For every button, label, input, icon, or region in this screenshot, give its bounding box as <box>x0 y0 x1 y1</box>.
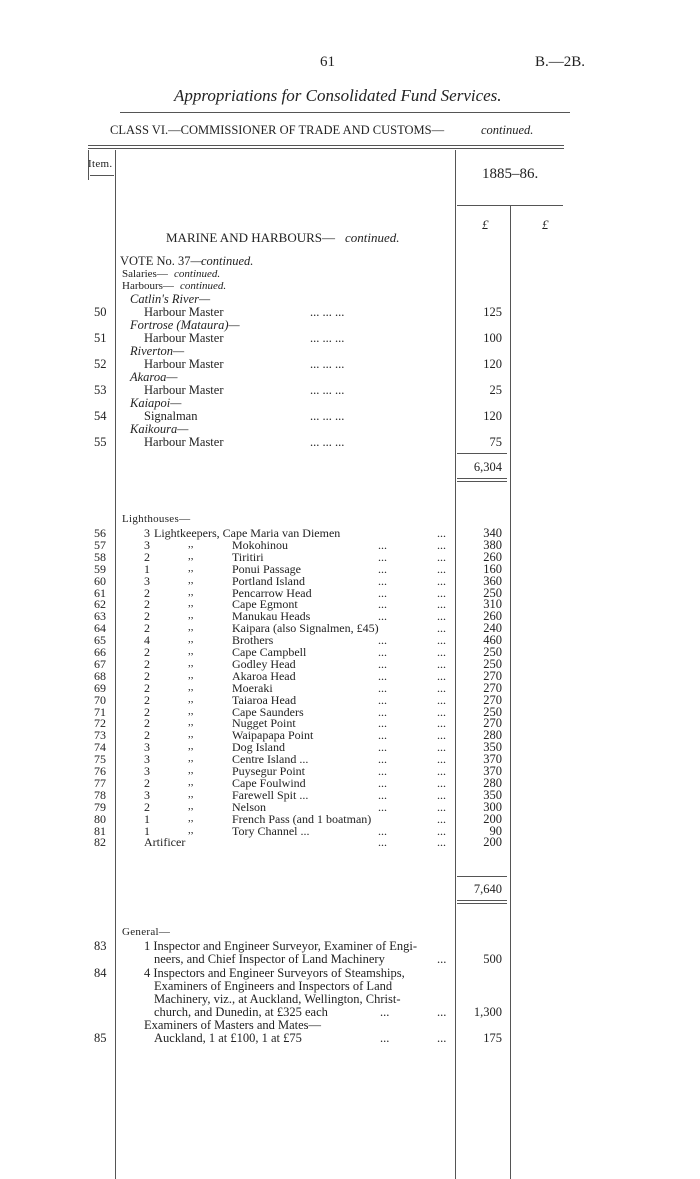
item-number: 52 <box>94 357 107 371</box>
lighthouse-amount: 350 <box>483 740 502 754</box>
item-number: 65 <box>94 633 106 647</box>
lighthouse-amount: 350 <box>483 788 502 802</box>
leader-dots: ... ... ... <box>310 409 345 423</box>
class-line: CLASS VI.—COMMISSIONER OF TRADE AND CUSTOMS— <box>110 123 445 137</box>
ditto-mark: ,, <box>188 716 194 728</box>
item-number: 80 <box>94 812 106 826</box>
salaries-heading-continued: continued. <box>174 268 221 280</box>
item-number: 60 <box>94 574 106 588</box>
leader-dots: ... <box>437 597 446 611</box>
lighthouse-name: Centre Island ... <box>232 752 309 766</box>
lighthouse-name: Manukau Heads <box>232 609 311 623</box>
harbour-role: Harbour Master <box>144 435 224 449</box>
leader-dots: ... <box>437 526 446 540</box>
lighthouse-name: Puysegur Point <box>232 764 306 778</box>
keeper-count: 2 <box>144 776 150 790</box>
keeper-count: 2 <box>144 657 150 671</box>
item-number: 64 <box>94 621 106 635</box>
item-column-header: Item. <box>88 158 113 170</box>
harbours-subtotal: 6,304 <box>473 460 502 474</box>
keeper-count: 2 <box>144 693 150 707</box>
leader-dots: ... <box>437 657 446 671</box>
leader-dots: ... <box>437 800 446 814</box>
keeper-count: 2 <box>144 705 150 719</box>
keeper-count: 2 <box>144 621 150 635</box>
lighthouse-amount: 370 <box>483 752 502 766</box>
leader-dots: ... <box>378 835 387 849</box>
harbour-place: Akaroa— <box>130 370 178 384</box>
keeper-count: 4 <box>144 633 150 647</box>
lighthouse-name: Ponui Passage <box>232 562 301 576</box>
general-line: Examiners of Engineers and Inspectors of Land <box>154 979 393 993</box>
leader-dots: ... <box>378 538 387 552</box>
item-number: 53 <box>94 383 107 397</box>
leader-dots: ... <box>378 681 387 695</box>
general-amount: 1,300 <box>473 1005 502 1019</box>
lighthouses-subtotal-rule-2 <box>457 903 507 904</box>
general-line: 4 Inspectors and Engineer Surveyors of Steamships, <box>144 966 405 980</box>
lighthouses-subtotal-rule-top <box>457 876 507 877</box>
item-number: 56 <box>94 526 106 540</box>
item-number: 70 <box>94 693 106 707</box>
keeper-count: 2 <box>144 645 150 659</box>
lighthouse-name: Lightkeepers, Cape Maria van Diemen <box>154 526 341 540</box>
lighthouse-amount: 370 <box>483 764 502 778</box>
keeper-count: 3 <box>144 752 150 766</box>
lighthouse-name: Dog Island <box>232 740 285 754</box>
leader-dots: ... <box>437 681 446 695</box>
lighthouses-subtotal: 7,640 <box>473 882 502 896</box>
ditto-mark: ,, <box>188 597 194 609</box>
ditto-mark: ,, <box>188 562 194 574</box>
lighthouse-name: Artificer <box>144 835 186 849</box>
section-title: MARINE AND HARBOURS— <box>166 230 336 245</box>
lighthouse-amount: 280 <box>483 728 502 742</box>
ditto-mark: ,, <box>188 538 194 550</box>
harbour-place: Kaikoura— <box>130 422 189 436</box>
leader-dots: ... <box>378 824 387 838</box>
lighthouse-name: French Pass (and 1 boatman) <box>232 812 372 826</box>
general-amount: 500 <box>483 952 502 966</box>
keeper-count: 2 <box>144 716 150 730</box>
item-number: 55 <box>94 435 107 449</box>
salaries-heading: Salaries— <box>122 268 168 280</box>
item-number: 75 <box>94 752 106 766</box>
general-line: church, and Dunedin, at £325 each <box>154 1005 328 1019</box>
lighthouse-amount: 340 <box>483 526 502 540</box>
ditto-mark: ,, <box>188 752 194 764</box>
leader-dots: ... <box>378 752 387 766</box>
leader-dots: ... ... ... <box>310 331 345 345</box>
lighthouses-subtotal-rule <box>457 900 507 901</box>
keeper-count: 2 <box>144 586 150 600</box>
ditto-mark: ,, <box>188 574 194 586</box>
lighthouse-amount: 260 <box>483 550 502 564</box>
leader-dots: ... <box>437 740 446 754</box>
ditto-mark: ,, <box>188 550 194 562</box>
keeper-count: 2 <box>144 669 150 683</box>
keeper-count: 1 <box>144 562 150 576</box>
appropriations-title: Appropriations for Consolidated Fund Services. <box>174 86 502 105</box>
lighthouse-amount: 270 <box>483 681 502 695</box>
item-number: 73 <box>94 728 106 742</box>
leader-dots: ... <box>437 538 446 552</box>
general-line: Machinery, viz., at Auckland, Wellington, Christ- <box>154 992 401 1006</box>
lighthouse-amount: 380 <box>483 538 502 552</box>
lighthouse-name: Taiaroa Head <box>232 693 297 707</box>
ditto-mark: ,, <box>188 645 194 657</box>
lighthouse-name: Brothers <box>232 633 274 647</box>
leader-dots: ... <box>378 657 387 671</box>
lighthouse-amount: 360 <box>483 574 502 588</box>
leader-dots: ... <box>437 716 446 730</box>
item-number: 66 <box>94 645 106 659</box>
item-number: 59 <box>94 562 106 576</box>
keeper-count: 3 <box>144 538 150 552</box>
keeper-count: 3 <box>144 788 150 802</box>
item-number: 84 <box>94 966 107 980</box>
harbour-role: Harbour Master <box>144 331 224 345</box>
ditto-mark: ,, <box>188 812 194 824</box>
leader-dots: ... <box>437 812 446 826</box>
ditto-mark: ,, <box>188 633 194 645</box>
item-number: 81 <box>94 824 106 838</box>
harbours-subtotal-rule <box>457 478 507 479</box>
item-number: 54 <box>94 409 107 423</box>
lighthouse-name: Cape Campbell <box>232 645 307 659</box>
keeper-count: 2 <box>144 550 150 564</box>
harbour-role: Harbour Master <box>144 305 224 319</box>
leader-dots: ... ... ... <box>310 435 345 449</box>
ditto-mark: ,, <box>188 693 194 705</box>
item-number: 83 <box>94 939 107 953</box>
lighthouse-name: Nugget Point <box>232 716 296 730</box>
lighthouse-name: Tiritiri <box>232 550 264 564</box>
item-number: 77 <box>94 776 106 790</box>
lighthouse-amount: 250 <box>483 705 502 719</box>
keeper-count: 2 <box>144 681 150 695</box>
general-line: neers, and Chief Inspector of Land Machinery <box>154 952 385 966</box>
lighthouse-amount: 200 <box>483 835 502 849</box>
ditto-mark: ,, <box>188 621 194 633</box>
item-number: 85 <box>94 1031 107 1045</box>
lighthouse-amount: 270 <box>483 669 502 683</box>
leader-dots: ... <box>378 633 387 647</box>
harbour-role: Harbour Master <box>144 357 224 371</box>
lighthouse-name: Kaipara (also Signalmen, £45) <box>232 621 379 635</box>
leader-dots: ... <box>437 669 446 683</box>
harbours-heading-continued: continued. <box>180 280 227 292</box>
ditto-mark: ,, <box>188 586 194 598</box>
leader-dots: ... ... ... <box>310 305 345 319</box>
lighthouse-name: Nelson <box>232 800 266 814</box>
item-number: 62 <box>94 597 106 611</box>
table-top-rule-2 <box>88 148 564 149</box>
leader-dots: ... <box>437 693 446 707</box>
item-number: 67 <box>94 657 106 671</box>
harbour-place: Fortrose (Mataura)— <box>130 318 240 332</box>
leader-dots: ... <box>378 693 387 707</box>
general-heading: General— <box>122 926 171 938</box>
lighthouse-name: Godley Head <box>232 657 296 671</box>
leader-dots: ... <box>437 1005 447 1019</box>
item-number: 78 <box>94 788 106 802</box>
lighthouse-amount: 280 <box>483 776 502 790</box>
item-number: 57 <box>94 538 106 552</box>
harbour-amount: 100 <box>483 331 502 345</box>
lighthouse-name: Mokohinou <box>232 538 289 552</box>
currency-symbol-2: £ <box>542 217 549 232</box>
currency-rule <box>457 205 563 206</box>
keeper-count: 1 <box>144 812 150 826</box>
lighthouse-amount: 250 <box>483 657 502 671</box>
page-number: 61 <box>320 54 335 70</box>
lighthouse-name: Moeraki <box>232 681 273 695</box>
lighthouse-amount: 240 <box>483 621 502 635</box>
leader-dots: ... <box>437 562 446 576</box>
document-reference: B.—2B. <box>534 54 585 70</box>
leader-dots: ... <box>378 800 387 814</box>
lighthouse-name: Pencarrow Head <box>232 586 312 600</box>
leader-dots: ... <box>380 1005 390 1019</box>
leader-dots: ... <box>437 752 446 766</box>
harbour-place: Catlin's River— <box>130 292 211 306</box>
leader-dots: ... <box>378 764 387 778</box>
general-line: Examiners of Masters and Mates— <box>144 1018 322 1032</box>
vote-heading-continued: continued. <box>201 254 254 268</box>
leader-dots: ... <box>437 776 446 790</box>
harbours-heading: Harbours— <box>122 280 174 292</box>
item-number: 82 <box>94 835 106 849</box>
leader-dots: ... <box>380 1031 390 1045</box>
lighthouse-amount: 160 <box>483 562 502 576</box>
leader-dots: ... <box>437 633 446 647</box>
item-number: 72 <box>94 716 106 730</box>
ditto-mark: ,, <box>188 776 194 788</box>
leader-dots: ... <box>378 586 387 600</box>
money-column-rule-mid <box>510 205 511 1179</box>
leader-dots: ... <box>378 776 387 790</box>
lighthouse-name: Cape Egmont <box>232 597 298 611</box>
leader-dots: ... <box>437 586 446 600</box>
lighthouse-amount: 270 <box>483 716 502 730</box>
lighthouse-amount: 260 <box>483 609 502 623</box>
leader-dots: ... <box>437 952 447 966</box>
money-column-rule-left <box>455 150 456 1179</box>
harbour-amount: 120 <box>483 409 502 423</box>
lighthouse-amount: 90 <box>489 824 502 838</box>
keeper-count: 1 <box>144 824 150 838</box>
item-number: 68 <box>94 669 106 683</box>
item-number: 61 <box>94 586 106 600</box>
leader-dots: ... <box>437 835 446 849</box>
lighthouse-name: Waipapapa Point <box>232 728 314 742</box>
harbour-place: Riverton— <box>130 344 185 358</box>
leader-dots: ... <box>437 824 446 838</box>
harbour-role: Harbour Master <box>144 383 224 397</box>
harbours-subtotal-rule-top <box>457 453 507 454</box>
item-number: 58 <box>94 550 106 564</box>
item-column-rule <box>115 150 116 1179</box>
ditto-mark: ,, <box>188 824 194 836</box>
leader-dots: ... <box>437 788 446 802</box>
keeper-count: 2 <box>144 800 150 814</box>
leader-dots: ... <box>378 609 387 623</box>
leader-dots: ... <box>437 621 446 635</box>
lighthouse-name: Farewell Spit ... <box>232 788 309 802</box>
leader-dots: ... <box>378 728 387 742</box>
ditto-mark: ,, <box>188 740 194 752</box>
title-rule <box>120 112 570 113</box>
lighthouse-amount: 300 <box>483 800 502 814</box>
leader-dots: ... <box>437 645 446 659</box>
item-number: 50 <box>94 305 107 319</box>
keeper-count: 2 <box>144 609 150 623</box>
general-amount: 175 <box>483 1031 502 1045</box>
table-top-rule <box>88 145 564 146</box>
item-number: 51 <box>94 331 107 345</box>
year-header: 1885–86. <box>482 166 539 182</box>
lighthouse-amount: 460 <box>483 633 502 647</box>
leader-dots: ... ... ... <box>310 383 345 397</box>
vote-heading: VOTE No. 37— <box>120 254 203 268</box>
leader-dots: ... <box>378 705 387 719</box>
keeper-count: 3 <box>144 574 150 588</box>
item-number: 76 <box>94 764 106 778</box>
leader-dots: ... <box>437 728 446 742</box>
ditto-mark: ,, <box>188 681 194 693</box>
lighthouse-amount: 250 <box>483 645 502 659</box>
lighthouse-name: Cape Foulwind <box>232 776 306 790</box>
harbour-amount: 125 <box>483 305 502 319</box>
lighthouses-heading: Lighthouses— <box>122 513 191 525</box>
ditto-mark: ,, <box>188 669 194 681</box>
item-number: 69 <box>94 681 106 695</box>
lighthouse-name: Tory Channel ... <box>232 824 310 838</box>
leader-dots: ... <box>378 597 387 611</box>
item-number: 74 <box>94 740 106 754</box>
leader-dots: ... <box>378 788 387 802</box>
ditto-mark: ,, <box>188 800 194 812</box>
leader-dots: ... <box>437 764 446 778</box>
harbours-subtotal-rule-2 <box>457 481 507 482</box>
section-title-continued: continued. <box>345 230 400 245</box>
leader-dots: ... <box>437 1031 447 1045</box>
ditto-mark: ,, <box>188 657 194 669</box>
harbour-amount: 75 <box>489 435 502 449</box>
item-number: 63 <box>94 609 106 623</box>
item-header-underline <box>90 175 114 176</box>
general-line: Auckland, 1 at £100, 1 at £75 <box>154 1031 302 1045</box>
leader-dots: ... <box>378 550 387 564</box>
leader-dots: ... <box>437 705 446 719</box>
ditto-mark: ,, <box>188 728 194 740</box>
ditto-mark: ,, <box>188 788 194 800</box>
keeper-count: 3 <box>144 764 150 778</box>
ditto-mark: ,, <box>188 705 194 717</box>
lighthouse-amount: 250 <box>483 586 502 600</box>
currency-symbol-1: £ <box>482 217 489 232</box>
ditto-mark: ,, <box>188 609 194 621</box>
harbour-role: Signalman <box>144 409 198 423</box>
keeper-count: 2 <box>144 597 150 611</box>
lighthouse-amount: 200 <box>483 812 502 826</box>
lighthouse-name: Akaroa Head <box>232 669 296 683</box>
leader-dots: ... <box>437 550 446 564</box>
keeper-count: 2 <box>144 728 150 742</box>
harbour-amount: 25 <box>489 383 502 397</box>
harbour-amount: 120 <box>483 357 502 371</box>
lighthouse-amount: 310 <box>483 597 502 611</box>
leader-dots: ... ... ... <box>310 357 345 371</box>
leader-dots: ... <box>378 716 387 730</box>
lighthouse-amount: 270 <box>483 693 502 707</box>
leader-dots: ... <box>437 609 446 623</box>
lighthouse-name: Portland Island <box>232 574 305 588</box>
item-number: 71 <box>94 705 106 719</box>
keeper-count: 3 <box>144 526 150 540</box>
general-line: 1 Inspector and Engineer Surveyor, Examiner of Engi- <box>144 939 418 953</box>
class-line-continued: continued. <box>481 123 534 137</box>
leader-dots: ... <box>378 645 387 659</box>
leader-dots: ... <box>378 669 387 683</box>
leader-dots: ... <box>378 574 387 588</box>
leader-dots: ... <box>378 562 387 576</box>
harbour-place: Kaiapoi— <box>130 396 182 410</box>
ditto-mark: ,, <box>188 764 194 776</box>
keeper-count: 3 <box>144 740 150 754</box>
lighthouse-name: Cape Saunders <box>232 705 304 719</box>
item-number: 79 <box>94 800 106 814</box>
leader-dots: ... <box>378 740 387 754</box>
leader-dots: ... <box>437 574 446 588</box>
